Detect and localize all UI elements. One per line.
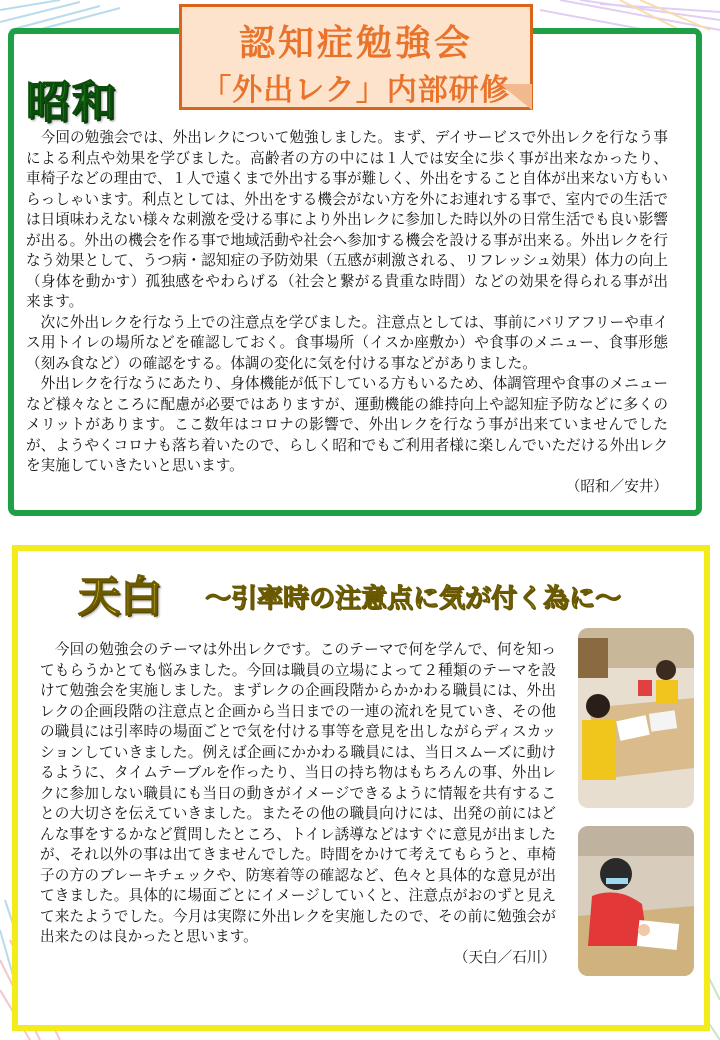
showa-heading: 昭和 bbox=[26, 77, 118, 128]
tenpaku-heading: 天白 bbox=[78, 572, 163, 621]
tenpaku-signature: （天白／石川） bbox=[453, 948, 556, 966]
showa-paragraph-3: 外出レクを行なうにあたり、身体機能が低下している方もいるため、体調管理や食事のメニューなど様々なところに配慮が必要ではありますが、運動機能の維持向上や認知症予防などに多くのメリットがあります。ここ数年はコロナの影響で、外出レクを行なう事が出来ていませんでしたが、ようやくコロナも落ち着いたので、らしく昭和でもご利用者様に楽しんでいただける外出レクを実施していきたいと思います。 （昭和／安井） bbox=[26, 374, 668, 497]
showa-signature: （昭和／安井） bbox=[565, 477, 668, 495]
tenpaku-subtitle: ～引率時の注意点に気が付く為に～ bbox=[205, 584, 622, 614]
showa-paragraph-1: 今回の勉強会では、外出レクについて勉強しました。まず、デイサービスで外出レクを行なう事による利点や効果を学びました。高齢者の方の中には１人では安全に歩く事が出来なかったり、車椅子などの理由で、１人で遠くまで外出する事が難しく、外出をすること自体が出来ない方もいらっしゃいます。利点としては、外出をする機会がない方を外にお連れする事で、室内での生活では日頃味わえない様々な刺激を受ける事により外出レクに参加した時以外の日常生活でも良い影響が出る。外出の機会を作る事で地域活動や社会へ参加する機会を設ける事が出来る。外出レクを行なう効果として、うつ病・認知症の予防効果（五感が刺激される、リフレッシュ効果）体力の向上（身体を動かす）孤独感をやわらげる（社会と繋がる貴重な時間）などの効果を得られる事が出来ます。 bbox=[26, 129, 668, 310]
page-title: 認知症勉強会 bbox=[238, 23, 473, 64]
tenpaku-paragraph: 今回の勉強会のテーマは外出レクです。このテーマで何を学んで、何を知ってもらうかとても悩みました。今回は職員の立場によって２種類のテーマを設けて勉強会を実施しました。まずレクの企画段階からかかわる職員には、外出レクの企画段階の注意点と企画から当日までの一連の流れを見ていき、その他の職員には引率時の場面ごとで気を付ける事等を意見を出しながらディスカッションしていきました。例えば企画にかかわる職員には、当日スムーズに動けるように、タイムテーブルを作ったり、当日の持ち物はもちろんの事、外出レクに参加しない職員にも当日の動きがイメージできるように情報を共有することの大切さを伝えていきました。またその他の職員向けには、出発の前にはどんな事をするかなど質問したところ、トイレ誘導などはすぐに意見が出ましたが、それ以外の事は出てきませんでした。時間をかけて考えてもらうと、車椅子の方のブレーキチェックや、防寒着等の確認など、色々と具体的な意見が出てきました。具体的に場面ごとにイメージしていくと、注意点がおのずと見えて来たようでした。今月は実際に外出レクを実施したので、その前に勉強会が出来たのは良かったと思います。 bbox=[40, 641, 556, 945]
showa-paragraph-2: 次に外出レクを行なう上での注意点を学びました。注意点としては、事前にバリアフリーや車イス用トイレの場所などを確認しておく。食事場所（イスか座敷か）や食事のメニュー、食事形態（刻み食など）の確認をする。体調の変化に気を付ける事などがありました。 bbox=[26, 313, 668, 372]
meeting-photo-2 bbox=[578, 826, 694, 976]
tenpaku-body bbox=[40, 640, 556, 968]
showa-body bbox=[26, 128, 668, 497]
page-subtitle: 「外出レク」内部研修 bbox=[201, 73, 511, 108]
title-banner bbox=[179, 4, 533, 110]
meeting-photo-1 bbox=[578, 628, 694, 808]
title-fold-corner bbox=[500, 84, 532, 110]
